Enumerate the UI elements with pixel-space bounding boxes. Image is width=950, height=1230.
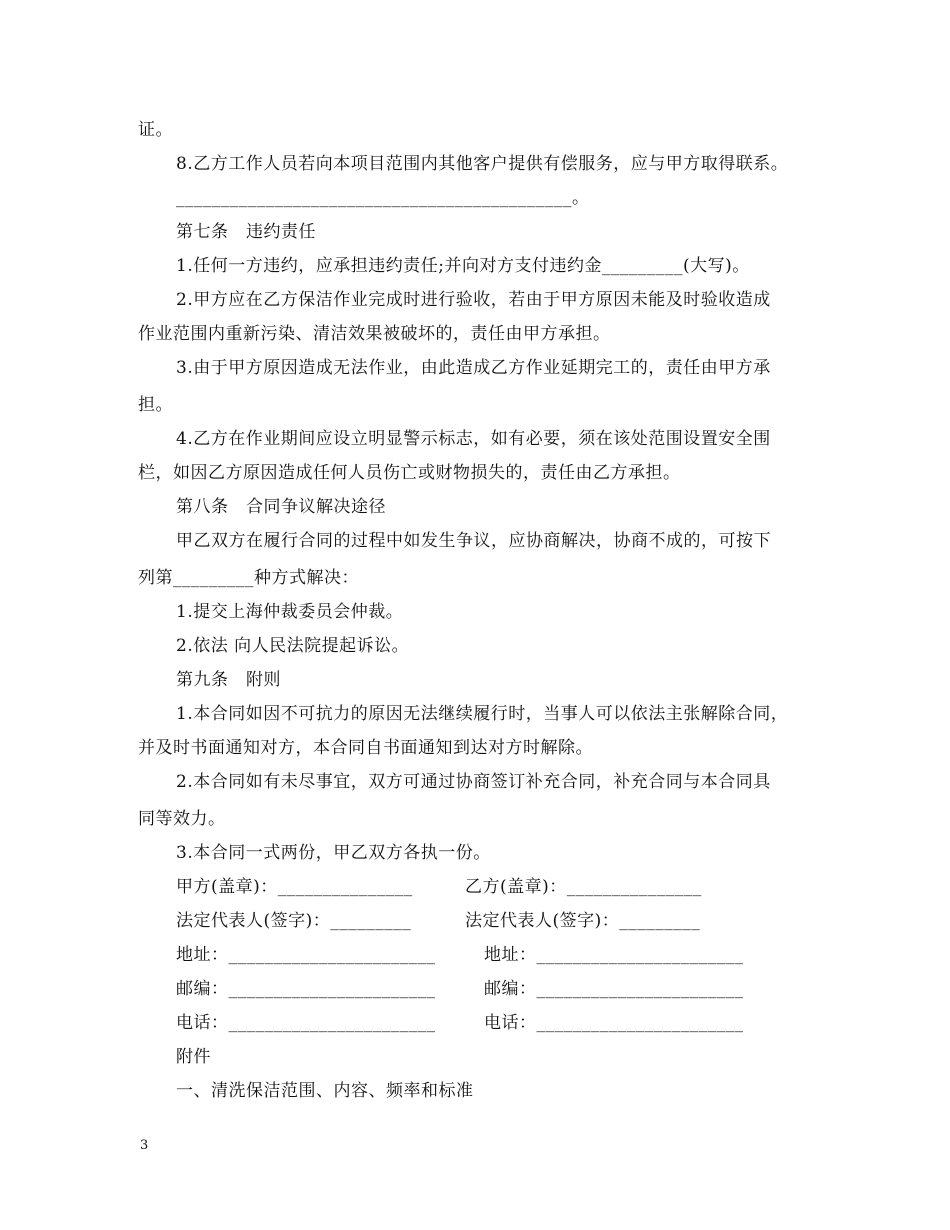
text-line: 1.提交上海仲裁委员会仲裁。 [176, 602, 404, 622]
text-line: 1.任何一方违约，应承担违约责任;并向对方支付违约金_________(大写)。 [176, 256, 750, 276]
appendix-title: 附件 [176, 1047, 211, 1067]
section-heading: 第九条 附则 [176, 670, 281, 690]
party-a-address: 地址：_______________________ [176, 945, 436, 965]
party-b-address: 地址：_______________________ [484, 945, 744, 965]
text-line: 担。 [138, 395, 173, 415]
text-line: 列第_________种方式解决： [138, 568, 359, 588]
text-line: 作业范围内重新污染、清洁效果被破坏的，责任由甲方承担。 [138, 324, 611, 344]
text-line: 证。 [138, 120, 173, 140]
party-a-postcode: 邮编：_______________________ [176, 979, 436, 999]
text-line: 甲乙双方在履行合同的过程中如发生争议，应协商解决，协商不成的，可按下 [176, 531, 771, 551]
section-heading: 第七条 违约责任 [176, 222, 316, 242]
text-line: 2.本合同如有未尽事宜，双方可通过协商签订补充合同，补充合同与本合同具 [176, 772, 771, 792]
party-a-phone: 电话：_______________________ [176, 1013, 436, 1033]
party-b-representative: 法定代表人(签字)：_________ [465, 911, 701, 931]
text-line: 2.甲方应在乙方保洁作业完成时进行验收，若由于甲方原因未能及时验收造成 [176, 290, 771, 310]
text-line: 栏，如因乙方原因造成任何人员伤亡或财物损失的，责任由乙方承担。 [138, 463, 681, 483]
page-number: 3 [140, 1138, 149, 1153]
text-line: ____________________________________________。 [176, 188, 590, 208]
party-a-seal: 甲方(盖章)：_______________ [176, 877, 413, 897]
text-line: 3.由于甲方原因造成无法作业，由此造成乙方作业延期完工的，责任由甲方承 [176, 358, 771, 378]
text-line: 2.依法 向人民法院提起诉讼。 [176, 636, 410, 656]
text-line: 3.本合同一式两份，甲乙双方各执一份。 [176, 843, 491, 863]
appendix-item: 一、清洗保洁范围、内容、频率和标准 [176, 1081, 474, 1101]
text-line: 同等效力。 [138, 809, 226, 829]
text-line: 8.乙方工作人员若向本项目范围内其他客户提供有偿服务，应与甲方取得联系。 [176, 154, 789, 174]
text-line: 并及时书面通知对方，本合同自书面通知到达对方时解除。 [138, 738, 593, 758]
party-b-phone: 电话：_______________________ [484, 1013, 744, 1033]
text-line: 1.本合同如因不可抗力的原因无法继续履行时，当事人可以依法主张解除合同， [176, 704, 789, 724]
party-b-seal: 乙方(盖章)：_______________ [465, 877, 702, 897]
party-b-postcode: 邮编：_______________________ [484, 979, 744, 999]
text-line: 4.乙方在作业期间应设立明显警示标志，如有必要，须在该处范围设置安全围 [176, 429, 771, 449]
party-a-representative: 法定代表人(签字)：_________ [176, 911, 412, 931]
section-heading: 第八条 合同争议解决途径 [176, 497, 386, 517]
